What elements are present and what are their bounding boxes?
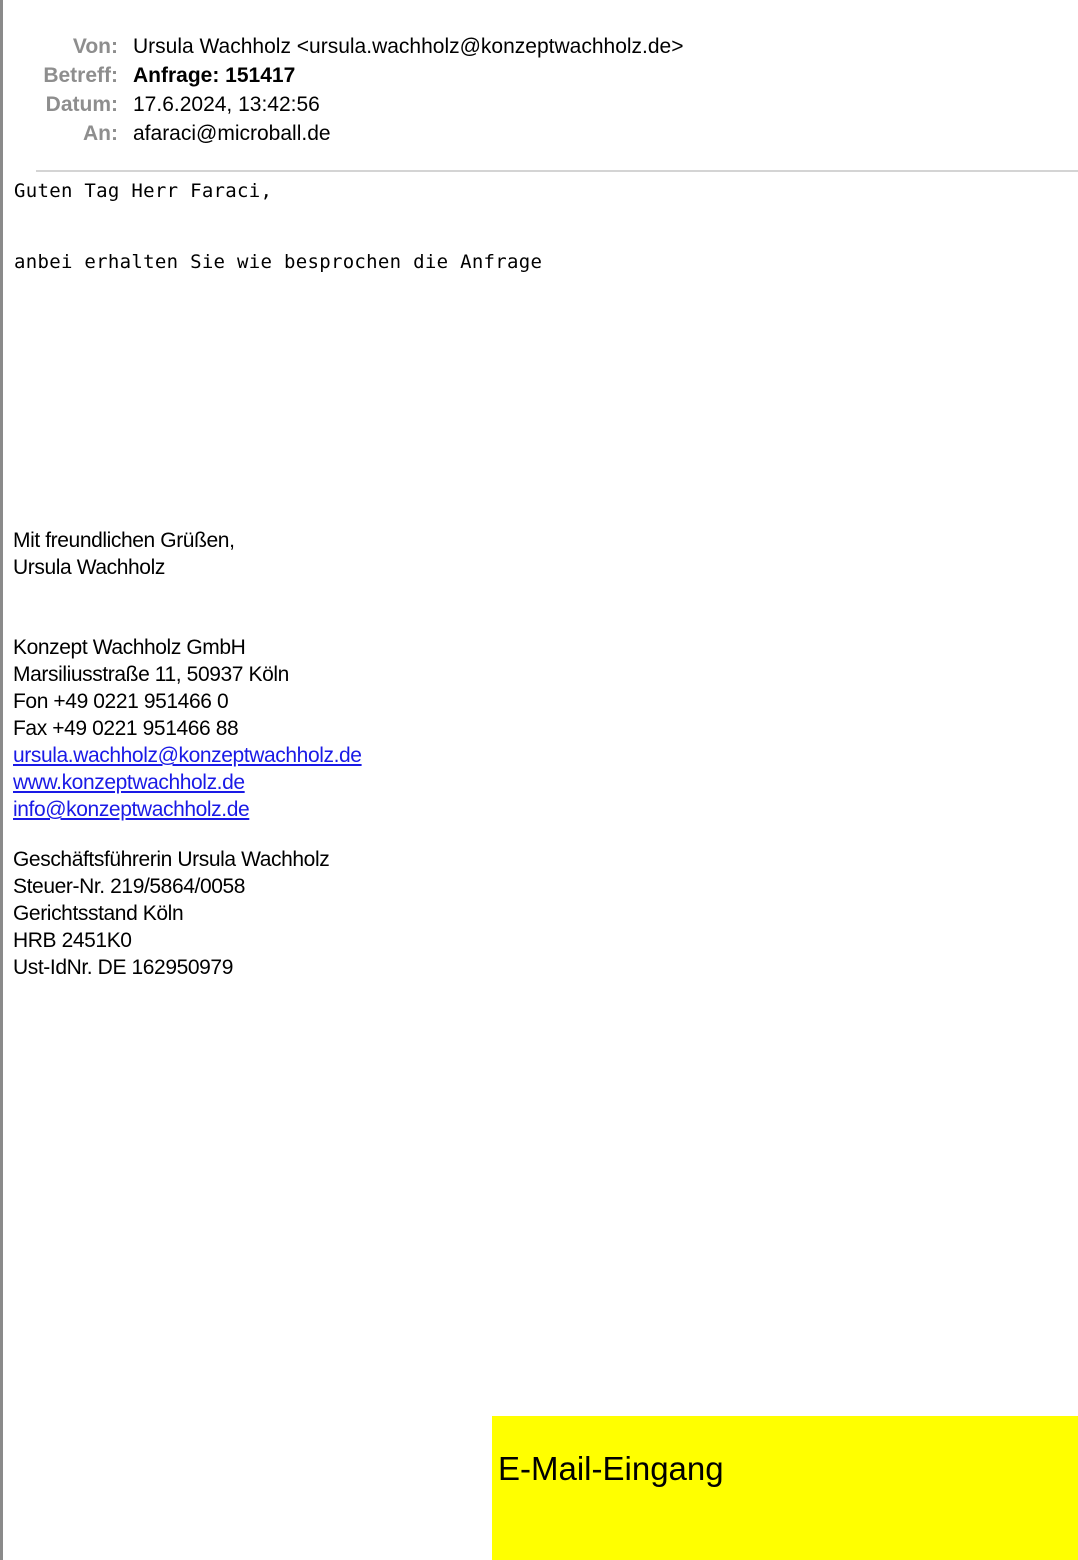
from-label: Von:	[72, 35, 118, 58]
body-text: anbei erhalten Sie wie besprochen die Anfrage	[14, 251, 543, 273]
website-link[interactable]: www.konzeptwachholz.de	[13, 771, 245, 794]
ceo-line: Geschäftsführerin Ursula Wachholz	[13, 848, 330, 871]
signature-contact-block	[13, 634, 362, 823]
sender-name: Ursula Wachholz	[13, 556, 165, 579]
email-received-stamp	[492, 1416, 1078, 1560]
subject-row	[0, 61, 1078, 90]
header-divider	[36, 170, 1078, 172]
subject-value: Anfrage: 151417	[133, 64, 296, 87]
subject-label: Betreff:	[43, 64, 118, 87]
from-row	[0, 32, 1078, 61]
jurisdiction-line: Gerichtsstand Köln	[13, 902, 184, 925]
to-value[interactable]: afaraci@microball.de	[133, 122, 331, 145]
closing-text: Mit freundlichen Grüßen,	[13, 529, 235, 552]
fax-number: Fax +49 0221 951466 88	[13, 717, 239, 740]
date-row	[0, 90, 1078, 119]
greeting-text: Guten Tag Herr Faraci,	[14, 180, 273, 202]
email-link[interactable]: ursula.wachholz@konzeptwachholz.de	[13, 744, 362, 767]
company-address: Marsiliusstraße 11, 50937 Köln	[13, 663, 289, 686]
phone-number: Fon +49 0221 951466 0	[13, 690, 229, 713]
stamp-label: E-Mail-Eingang	[498, 1450, 724, 1487]
company-name: Konzept Wachholz GmbH	[13, 636, 246, 659]
to-label: An:	[83, 122, 118, 145]
tax-number-line: Steuer-Nr. 219/5864/0058	[13, 875, 246, 898]
to-row	[0, 119, 1078, 148]
email-header	[0, 32, 1078, 148]
window-left-edge	[0, 0, 3, 1560]
closing-block	[13, 527, 235, 581]
from-value[interactable]: Ursula Wachholz <ursula.wachholz@konzeptwachholz.de>	[133, 35, 684, 58]
register-line: HRB 2451K0	[13, 929, 132, 952]
signature-legal-block	[13, 846, 329, 981]
vat-id-line: Ust-IdNr. DE 162950979	[13, 956, 233, 979]
date-value: 17.6.2024, 13:42:56	[133, 93, 320, 116]
date-label: Datum:	[45, 93, 118, 116]
info-email-link[interactable]: info@konzeptwachholz.de	[13, 798, 250, 821]
